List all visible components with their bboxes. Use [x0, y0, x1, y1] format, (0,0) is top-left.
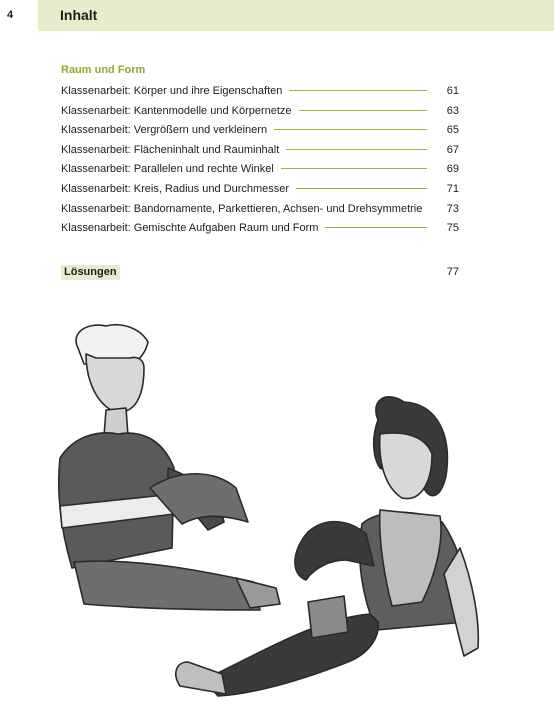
toc-entry-page: 73	[446, 202, 459, 215]
toc-entry-page: 65	[446, 124, 459, 137]
toc-leader-line	[274, 129, 427, 130]
toc-entry-label: Klassenarbeit: Bandornamente, Parkettieren, Achsen- und Drehsymmetrie	[61, 202, 423, 215]
book	[308, 596, 348, 638]
toc-entry[interactable]	[61, 161, 459, 181]
students-illustration	[40, 318, 480, 718]
toc-leader-line	[325, 227, 427, 228]
page-number: 4	[0, 0, 38, 31]
toc-leader-line	[299, 110, 427, 111]
toc-leader-line	[281, 168, 427, 169]
boy-face	[86, 354, 144, 412]
page-header	[0, 0, 554, 31]
toc-entry[interactable]	[61, 181, 459, 201]
girl-legs	[204, 614, 378, 696]
boy-leg-back	[74, 561, 260, 610]
toc-entry-label: Klassenarbeit: Vergrößern und verkleinern	[61, 124, 268, 137]
boy-neck	[104, 408, 128, 436]
toc-entry-label: Klassenarbeit: Kreis, Radius und Durchmesser	[61, 182, 290, 195]
toc-leader-line	[296, 188, 427, 189]
page-title: Inhalt	[60, 7, 98, 23]
toc-entry[interactable]	[61, 122, 459, 142]
toc-entry[interactable]	[61, 103, 459, 123]
toc-entry-label: Klassenarbeit: Flächeninhalt und Rauminhalt	[61, 143, 280, 156]
toc-entry[interactable]	[61, 201, 459, 221]
solutions-entry[interactable]	[61, 265, 459, 281]
solutions-label: Lösungen	[61, 265, 120, 280]
girl-shoe	[176, 662, 226, 694]
toc-entry-label: Klassenarbeit: Kantenmodelle und Körpernetze	[61, 104, 292, 117]
toc-entry-label: Klassenarbeit: Gemischte Aufgaben Raum und Form	[61, 222, 319, 235]
toc-leader-line	[286, 149, 427, 150]
toc-entry-label: Klassenarbeit: Parallelen und rechte Winkel	[61, 163, 274, 176]
toc-entry[interactable]	[61, 142, 459, 162]
toc-entry-page: 63	[446, 104, 459, 117]
table-of-contents	[61, 83, 459, 240]
toc-entry[interactable]	[61, 220, 459, 240]
toc-entry-page: 71	[446, 182, 459, 195]
girl-face	[380, 433, 432, 499]
toc-leader-line	[289, 90, 427, 91]
toc-entry-page: 67	[446, 143, 459, 156]
toc-entry[interactable]	[61, 83, 459, 103]
toc-entry-page: 69	[446, 163, 459, 176]
toc-entry-page: 61	[446, 85, 459, 97]
toc-entry-label: Klassenarbeit: Körper und ihre Eigenschaften	[61, 85, 283, 97]
solutions-page: 77	[446, 266, 459, 278]
section-heading: Raum und Form	[61, 64, 146, 76]
toc-entry-page: 75	[446, 222, 459, 235]
